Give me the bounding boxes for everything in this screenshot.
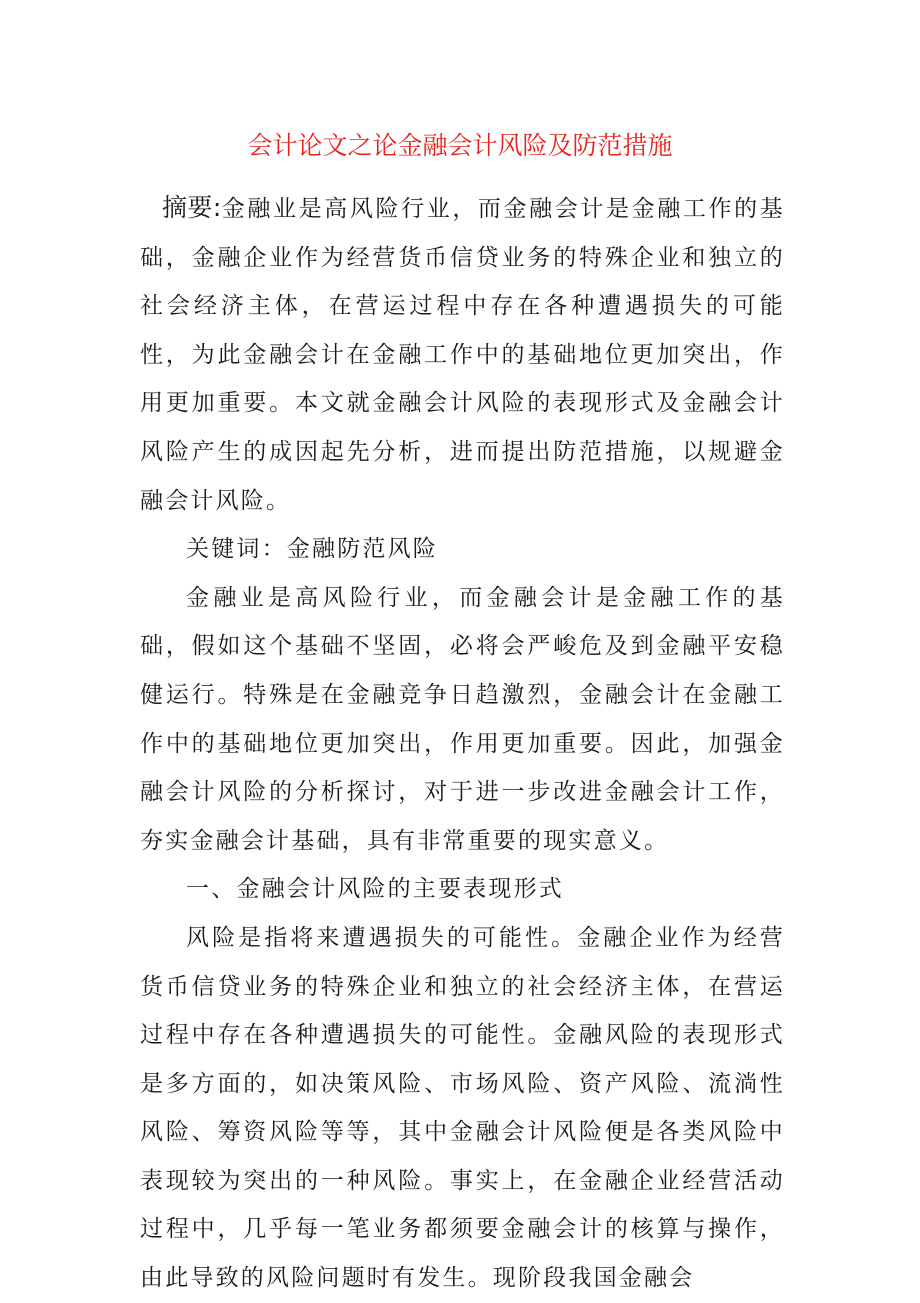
abstract-paragraph (140, 184, 785, 525)
document-body (140, 184, 785, 1303)
document-title: 会计论文之论金融会计风险及防范措施 (247, 131, 673, 160)
paragraph-intro: 金融业是高风险行业，而金融会计是金融工作的基础，假如这个基础不坚固，必将会严峻危及到金融平安稳健运行。特殊是在金融竞争日趋激烈，金融会计在金融工作中的基础地位更加突出，作用更加重要。因此，加强金融会计风险的分析探讨，对于进一步改进金融会计工作，夯实金融会计基础，具有非常重要的现实意义。 (140, 584, 785, 854)
paragraph-section-1: 风险是指将来遭遇损失的可能性。金融企业作为经营货币信贷业务的特殊企业和独立的社会经济主体，在营运过程中存在各种遭遇损失的可能性。金融风险的表现形式是多方面的，如决策风险、市场风险、资产风险、流淌性风险、筹资风险等等，其中金融会计风险便是各类风险中表现较为突出的一种风险。事实上，在金融企业经营活动过程中，几乎每一笔业务都须要金融会计的核算与操作，由此导致的风险问题时有发生。现阶段我国金融会 (140, 924, 785, 1292)
abstract-label: 摘要: (162, 193, 222, 222)
section-heading-1: 一、金融会计风险的主要表现形式 (186, 876, 564, 903)
abstract-text: 金融业是高风险行业，而金融会计是金融工作的基础，金融企业作为经营货币信贷业务的特殊企业和独立的社会经济主体，在营运过程中存在各种遭遇损失的可能性，为此金融会计在金融工作中的基础地位更加突出，作用更加重要。本文就金融会计风险的表现形式及金融会计风险产生的成因起先分析，进而提出防范措施，以规避金融会计风险。 (140, 196, 785, 514)
keywords-line: 关键词：金融防范风险 (186, 536, 438, 563)
